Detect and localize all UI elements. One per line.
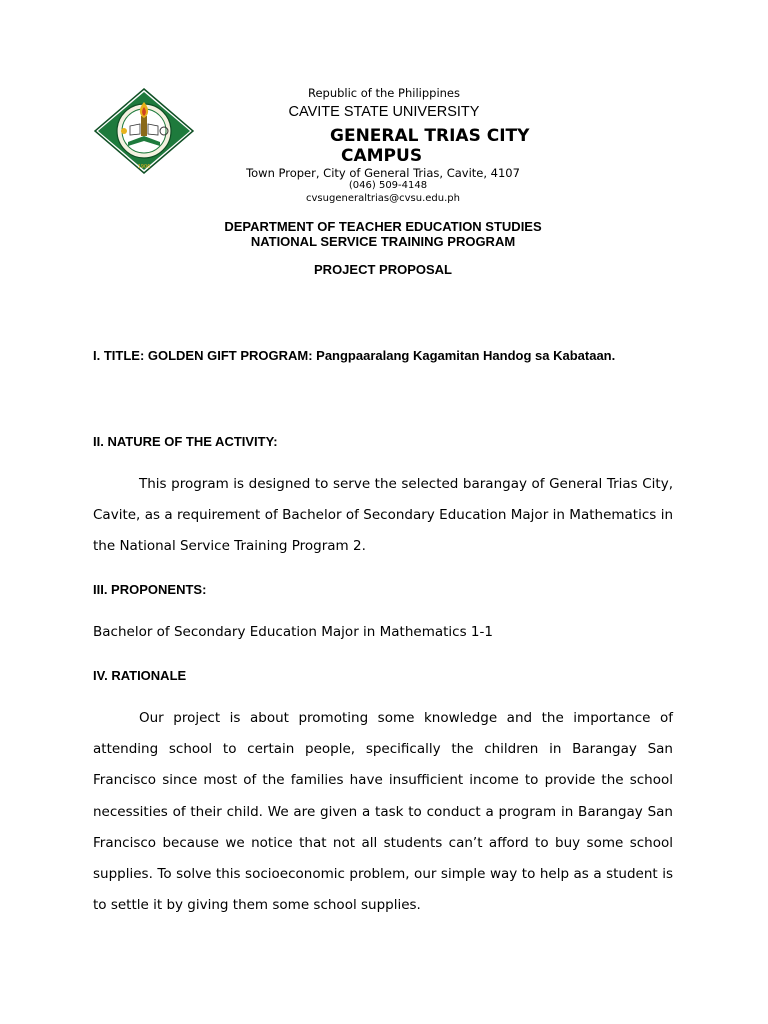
department-line1: DEPARTMENT OF TEACHER EDUCATION STUDIES [224,219,542,234]
section-rationale-paragraph: Our project is about promoting some knowledge and the importance of attending school to certain people, specifically the children in Barangay San Francisco since most of the families have insufficient income to provide the school necessities of their child. We are given a task to conduct a program in Barangay San Francisco because we notice that not all students can’t afford to buy some school supplies. To solve this socioeconomic problem, our simple way to help as a student is to settle it by giving them some school supplies. [93,710,673,914]
campus-name-line2: CAMPUS [341,146,423,166]
campus-phone: (046) 509-4148 [348,180,428,191]
section-nature-heading: II. NATURE OF THE ACTIVITY: [93,434,278,449]
section-proponents-text: Bachelor of Secondary Education Major in Mathematics 1-1 [93,624,493,640]
section-title-heading: I. TITLE: GOLDEN GIFT PROGRAM: Pangpaaralang Kagamitan Handog sa Kabataan. [93,348,616,363]
department-line2: NATIONAL SERVICE TRAINING PROGRAM [250,234,516,249]
university-name: CAVITE STATE UNIVERSITY [288,104,480,120]
republic-label: Republic of the Philippines [307,86,461,100]
university-seal-logo [94,88,194,174]
section-nature-paragraph: This program is designed to serve the selected barangay of General Trias City, Cavite, as a requirement of Bachelor of Secondary Education Major in Mathematics in the National Service Training Program 2. [93,476,673,555]
campus-address: Town Proper, City of General Trias, Cavite, 4107 [246,166,520,180]
campus-name-line1: GENERAL TRIAS CITY [330,126,530,146]
department-heading [0,219,766,249]
section-proponents-heading: III. PROPONENTS: [93,582,207,597]
seal-year: 1906 [137,164,151,170]
campus-email: cvsugeneraltrias@cvsu.edu.ph [306,193,460,204]
section-rationale-heading: IV. RATIONALE [93,668,187,683]
document-type-title: PROJECT PROPOSAL [314,262,452,277]
